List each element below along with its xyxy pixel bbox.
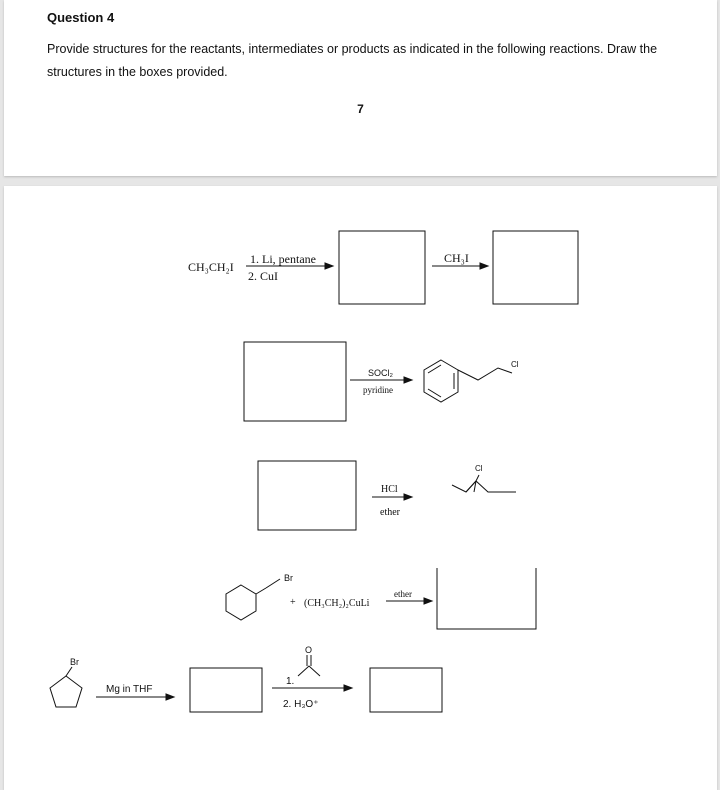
answer-box-3[interactable] [258, 461, 356, 530]
acetone-structure [298, 655, 320, 676]
answer-box-5a[interactable] [190, 668, 262, 712]
answer-box-5b[interactable] [370, 668, 442, 712]
reaction3-reagent-bottom: ether [380, 507, 400, 518]
reaction5-step1-atom: O [305, 645, 313, 655]
reaction4-plus: + [290, 597, 296, 608]
tertiary-chloride-structure [452, 475, 516, 492]
reaction5-reagent1: Mg in THF [106, 684, 153, 695]
reaction5b-arrowhead [344, 685, 352, 691]
reaction1-reagent-bottom: 2. CuI [248, 269, 278, 283]
reaction1b-arrowhead [480, 263, 488, 269]
answer-box-1b[interactable] [493, 231, 578, 304]
reaction5-step1-label: 1. [286, 676, 295, 687]
reaction4-reagent: (CH₃CH₂)₂CuLi [304, 598, 370, 609]
reaction2-product-label: Cl [511, 360, 519, 369]
reaction3-arrowhead [404, 494, 412, 500]
reaction4-condition: ether [394, 589, 412, 599]
reaction2-reagent-bottom: pyridine [363, 385, 393, 395]
question-title: Question 4 [47, 10, 115, 25]
reaction1-arrowhead [325, 263, 333, 269]
benzene-ring-structure [424, 360, 512, 402]
reaction4-arrowhead [424, 598, 432, 604]
reaction3-product-label: Cl [475, 464, 483, 473]
reaction5-step2: 2. H₃O⁺ [283, 699, 319, 710]
answer-box-4[interactable] [437, 568, 536, 629]
reaction2-arrowhead [404, 377, 412, 383]
reaction3-reagent-top: HCl [381, 484, 398, 495]
question-instructions: Provide structures for the reactants, intermediates or products as indicated in the following reactions. Draw the structures in the boxes provided. [47, 42, 658, 79]
reaction1-reagent-top: 1. Li, pentane [250, 252, 316, 266]
page-number: 7 [357, 102, 364, 116]
reaction2-reagent-top: SOCl₂ [368, 368, 393, 378]
reaction1-reactant: CH₃CH₂I [188, 260, 234, 274]
reaction5-substituent: Br [70, 657, 79, 667]
reaction5-arrowhead [166, 694, 174, 700]
answer-box-2[interactable] [244, 342, 346, 421]
cyclohexane-structure [226, 579, 280, 620]
cyclopentane-structure [50, 667, 82, 707]
answer-box-1a[interactable] [339, 231, 425, 304]
reaction4-substituent: Br [284, 573, 293, 583]
reaction1-reagent2: CH₃I [444, 251, 469, 265]
